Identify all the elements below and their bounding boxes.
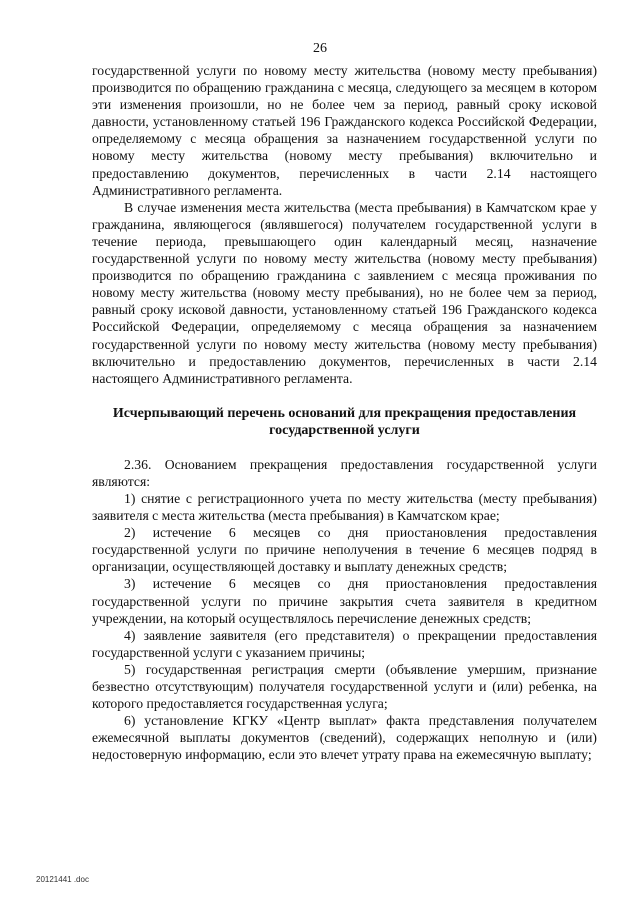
list-item-4: 4) заявление заявителя (его представителя) о прекращении предоставления государственной услуги с указанием причины; [92, 627, 597, 660]
paragraph-residence-change: В случае изменения места жительства (места пребывания) в Камчатском крае у гражданина, являющегося (являвшегося) получателем государственной услуги в течение периода, превышающего один календарный месяц, назначение государственной услуги по новому месту жительства (новому месту пребывания) производится по обращению гражданина с заявлением с месяца проживания по новому месту жительства (новому месту пребывания), но не более чем за период, равный сроку исковой давности, установленному статьей 196 Гражданского кодекса Российской Федерации, определяемому с месяца обращения за назначением государственной услуги по новому месту жительства (новому месту пребывания) включительно и предоставлению документов, перечисленных в части 2.14 настоящего Административного регламента. [92, 199, 597, 386]
footer-filename: 20121441 .doc [36, 875, 89, 884]
section-heading: Исчерпывающий перечень оснований для прекращения предоставления государственной услуги [112, 405, 577, 438]
document-body [92, 62, 597, 763]
list-item-2: 2) истечение 6 месяцев со дня приостановления предоставления государственной услуги по причине неполучения в течение 6 месяцев подряд в организации, осуществляющей доставку и выплату денежных средств; [92, 525, 597, 575]
termination-grounds-list [92, 490, 597, 764]
list-item-3: 3) истечение 6 месяцев со дня приостановления предоставления государственной услуги по причине закрытия счета заявителя в кредитном учреждении, на который осуществлялось перечисление денежных средств; [92, 576, 597, 626]
list-item-6: 6) установление КГКУ «Центр выплат» факта представления получателем ежемесячной выплаты документов (сведений), содержащих неполную и (или) недостоверную информацию, если это влечет утрату права на ежемесячную выплату; [92, 713, 597, 763]
clause-2-36-intro: 2.36. Основанием прекращения предоставления государственной услуги являются: [92, 456, 597, 489]
list-item-1: 1) снятие с регистрационного учета по месту жительства (месту пребывания) заявителя с места жительства (места пребывания) в Камчатском крае; [92, 490, 597, 524]
paragraph-continuation: государственной услуги по новому месту жительства (новому месту пребывания) производится по обращению гражданина с месяца, следующего за месяцем в котором эти изменения произошли, но не более чем за период, равный сроку исковой давности, установленному статьей 196 Гражданского кодекса Российской Федерации, определяемому с месяца обращения за назначением государственной услуги по новому месту жительства (новому месту пребывания) включительно и предоставлению документов, перечисленных в части 2.14 настоящего Административного регламента. [92, 63, 597, 198]
page-number: 26 [313, 41, 327, 56]
list-item-5: 5) государственная регистрация смерти (объявление умершим, признание безвестно отсутствующим) получателя государственной услуги и (или) ребенка, на которого предоставляется государственная услуга; [92, 661, 597, 712]
